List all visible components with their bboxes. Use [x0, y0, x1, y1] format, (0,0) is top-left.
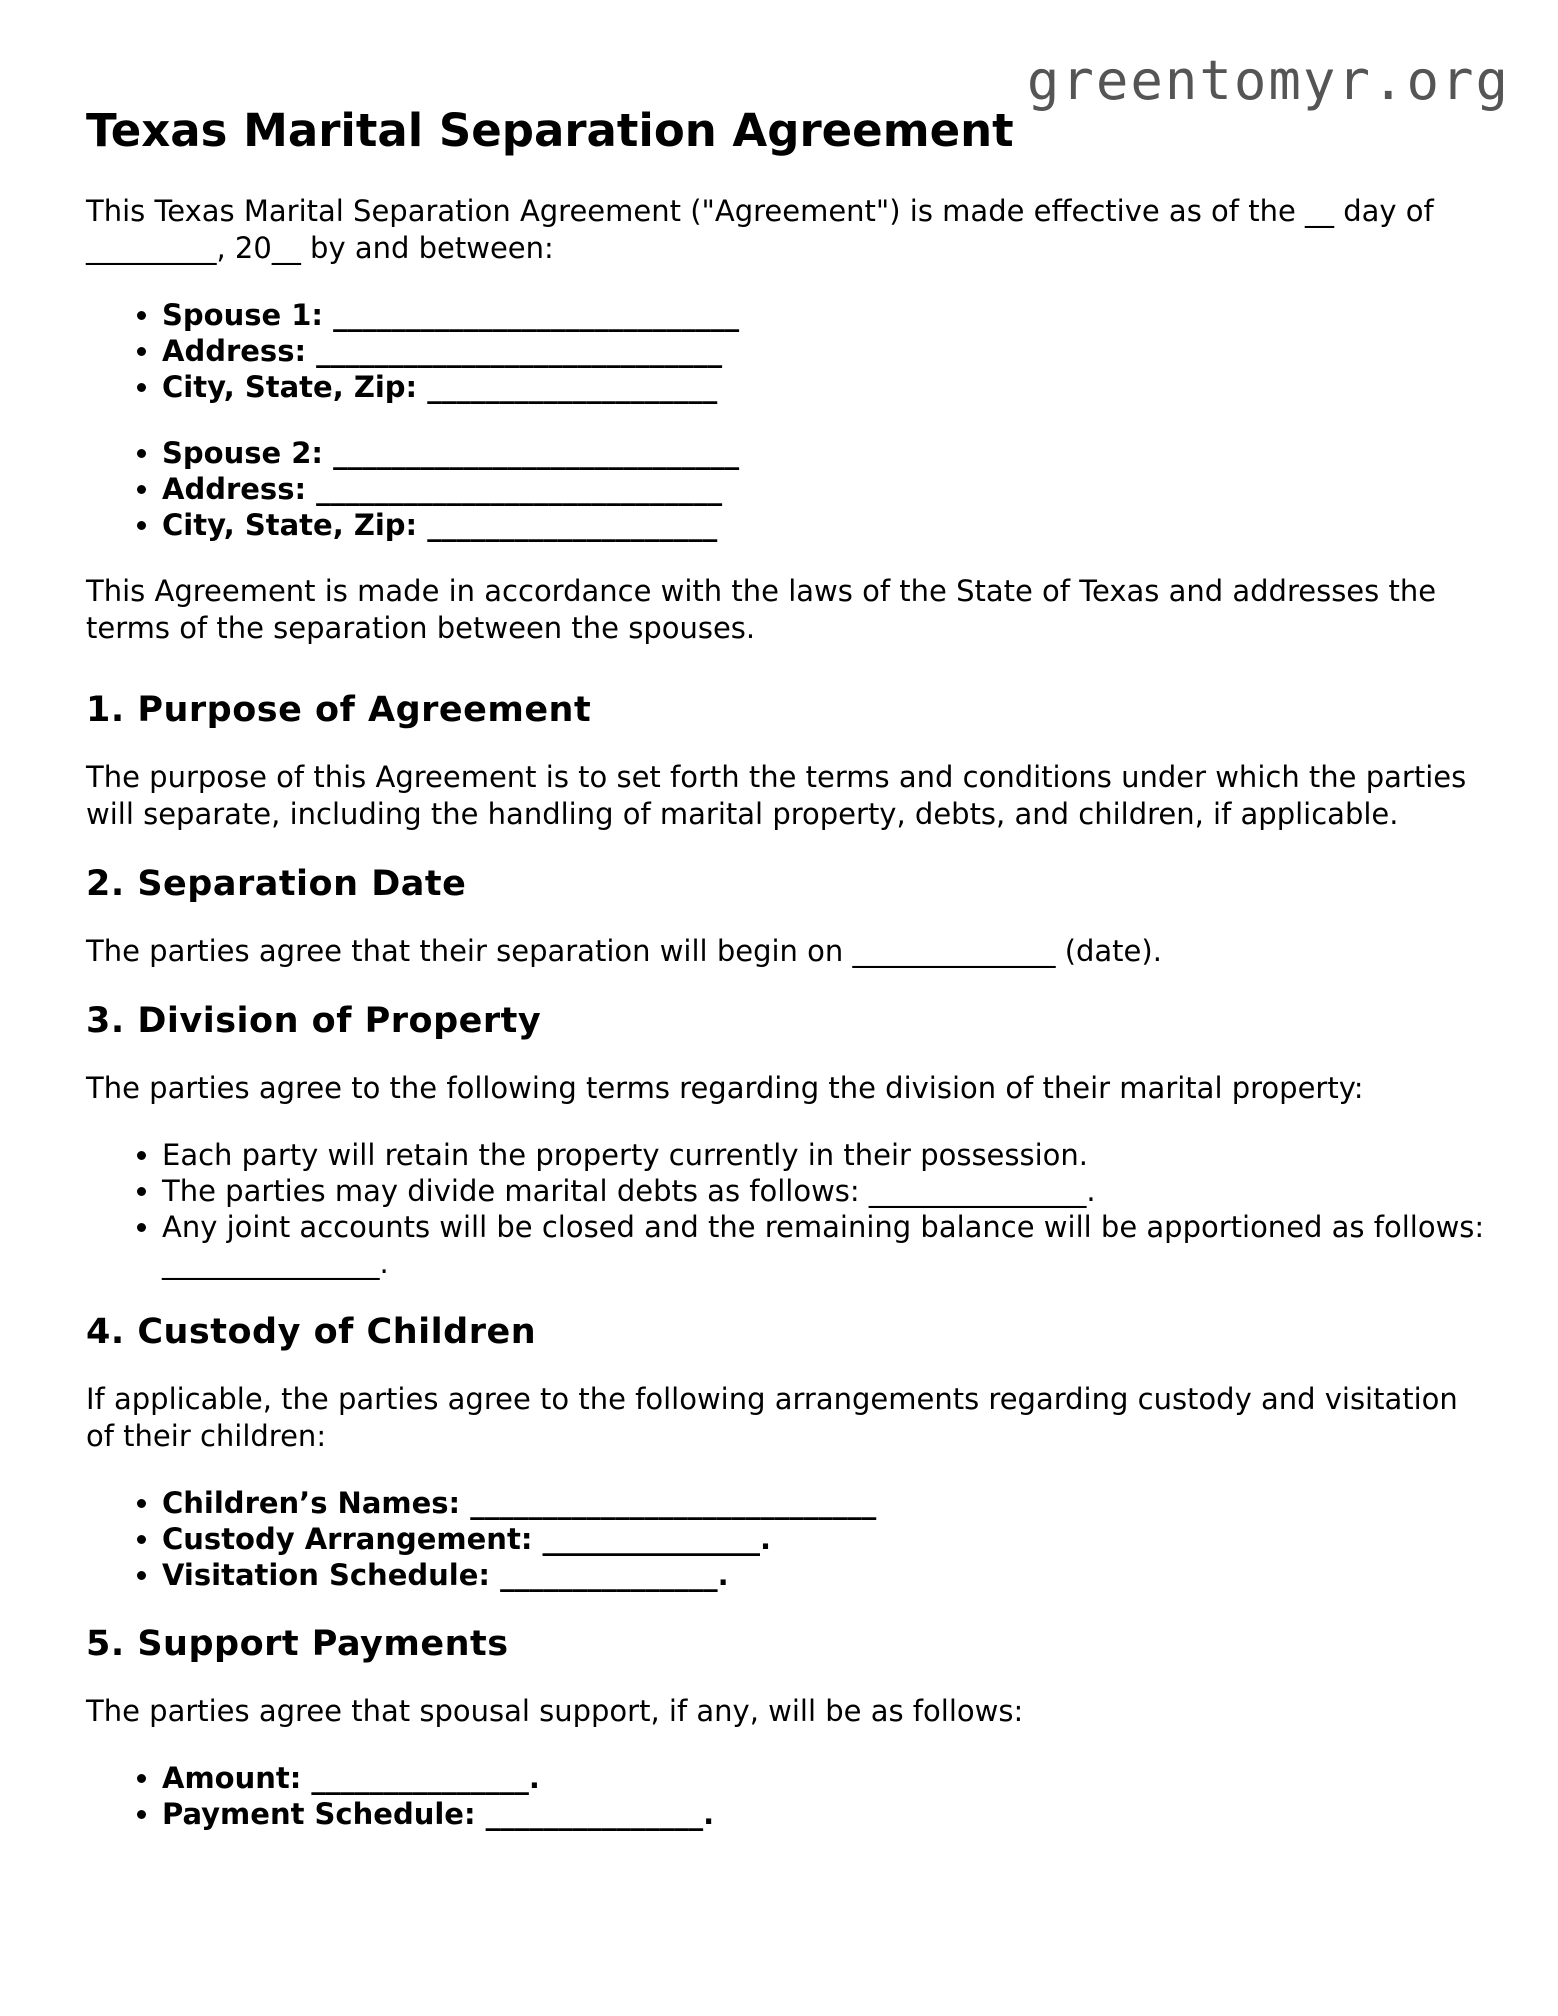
- spouse2-list: [86, 435, 1486, 543]
- document-page: [86, 104, 1486, 1862]
- section-text-purpose: The purpose of this Agreement is to set forth the terms and conditions under which the parties will separate, including the handling of marital property, debts, and children, if applicable.: [86, 760, 1467, 831]
- spouse2-name-field: • Spouse 2: ____________________________: [162, 435, 1486, 471]
- section-text-support: The parties agree that spousal support, if any, will be as follows:: [86, 1694, 1024, 1728]
- spouse1-city-field: • City, State, Zip: ____________________: [162, 369, 1486, 405]
- spouse2-address-field: • Address: ____________________________: [162, 471, 1486, 507]
- section-text-separation-date: The parties agree that their separation will begin on ______________ (date).: [86, 934, 1162, 968]
- property-list: [86, 1137, 1486, 1281]
- property-item-debts: • The parties may divide marital debts as follows: _______________.: [162, 1173, 1486, 1209]
- spouse2-city-field: • City, State, Zip: ____________________: [162, 507, 1486, 543]
- property-item-retain: • Each party will retain the property currently in their possession.: [162, 1137, 1486, 1173]
- watermark: greentomyr.org: [1026, 49, 1510, 112]
- property-item-accounts: • Any joint accounts will be closed and the remaining balance will be apportioned as follows: _______________.: [162, 1209, 1486, 1281]
- section-heading-support: 5. Support Payments: [86, 1624, 509, 1664]
- document-title: Texas Marital Separation Agreement: [86, 104, 1014, 157]
- spouse1-name-field: • Spouse 1: ____________________________: [162, 297, 1486, 333]
- spouse1-list: [86, 297, 1486, 405]
- section-heading-custody: 4. Custody of Children: [86, 1312, 537, 1352]
- spouse1-address-field: • Address: ____________________________: [162, 333, 1486, 369]
- support-item-amount: • Amount: _______________.: [162, 1760, 1486, 1796]
- section-text-property: The parties agree to the following terms regarding the division of their marital property:: [86, 1071, 1364, 1105]
- section-heading-property: 3. Division of Property: [86, 1001, 542, 1041]
- laws-paragraph: This Agreement is made in accordance with the laws of the State of Texas and addresses the terms of the separation between the spouses.: [86, 574, 1437, 645]
- section-heading-separation-date: 2. Separation Date: [86, 864, 467, 904]
- intro-paragraph: This Texas Marital Separation Agreement ("Agreement") is made effective as of the __ day of _________, 20__ by and between:: [86, 194, 1434, 265]
- custody-item-arrangement: • Custody Arrangement: _______________.: [162, 1521, 1486, 1557]
- section-text-custody: If applicable, the parties agree to the following arrangements regarding custody and visitation of their children:: [86, 1382, 1458, 1453]
- custody-item-children-names: • Children’s Names: ____________________________: [162, 1485, 1486, 1521]
- support-list: [86, 1760, 1486, 1832]
- custody-list: [86, 1485, 1486, 1593]
- section-heading-purpose: 1. Purpose of Agreement: [86, 690, 592, 730]
- support-item-schedule: • Payment Schedule: _______________.: [162, 1796, 1486, 1832]
- custody-item-visitation: • Visitation Schedule: _______________.: [162, 1557, 1486, 1593]
